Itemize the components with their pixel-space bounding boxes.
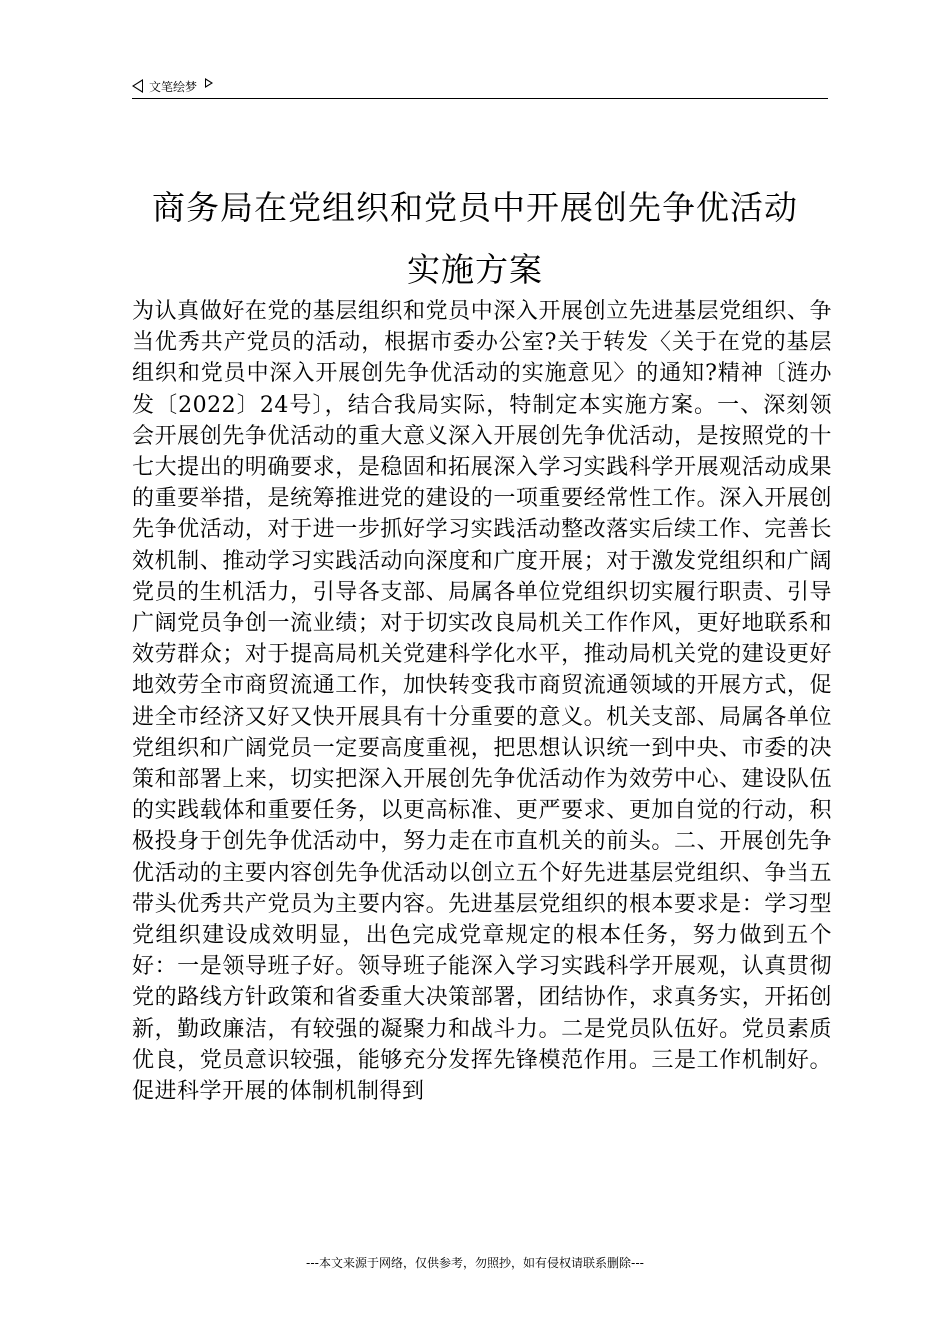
document-title-line2: 实施方案 <box>407 250 543 289</box>
document-title-line1: 商务局在党组织和党员中开展创先争优活动 <box>152 188 798 227</box>
header-divider <box>132 98 828 99</box>
document-body: 为认真做好在党的基层组织和党员中深入开展创立先进基层党组织、争当优秀共产党员的活动，根据市委办公室?关于转发〈关于在党的基层组织和党员中深入开展创先争优活动的实施意见〉的通知?精神〔涟办发〔2022〕24号〕，结合我局实际，特制定本实施方案。一、深刻领会开展创先争优活动的重大意义深入开展创先争优活动，是按照党的十七大提出的明确要求，是稳固和拓展深入学习实践科学开展观活动成果的重要举措，是统筹推进党的建设的一项重要经常性工作。深入开展创先争优活动，对于进一步抓好学习实践活动整改落实后续工作、完善长效机制、推动学习实践活动向深度和广度开展；对于激发党组织和广阔党员的生机活力，引导各支部、局属各单位党组织切实履行职责、引导广阔党员争创一流业绩；对于切实改良局机关工作作风，更好地联系和效劳群众；对于提高局机关党建科学化水平，推动局机关党的建设更好地效劳全市商贸流通工作，加快转变我市商贸流通领域的开展方式，促进全市经济又好又快开展具有十分重要的意义。机关支部、局属各单位党组织和广阔党员一定要高度重视，把思想认识统一到中央、市委的决策和部署上来，切实把深入开展创先争优活动作为效劳中心、建设队伍的实践载体和重要任务，以更高标准、更严要求、更加自觉的行动，积极投身于创先争优活动中，努力走在市直机关的前头。二、开展创先争优活动的主要内容创先争优活动以创立五个好先进基层党组织、争当五带头优秀共产党员为主要内容。先进基层党组织的根本要求是：学习型党组织建设成效明显，出色完成党章规定的根本任务，努力做到五个好：一是领导班子好。领导班子能深入学习实践科学开展观，认真贯彻党的路线方针政策和省委重大决策部署，团结协作，求真务实，开拓创新，勤政廉洁，有较强的凝聚力和战斗力。二是党员队伍好。党员素质优良，党员意识较强，能够充分发挥先锋模范作用。三是工作机制好。促进科学开展的体制机制得到 <box>132 299 832 1105</box>
footer-disclaimer: ---本文来源于网络，仅供参考，勿照抄，如有侵权请联系删除--- <box>306 1256 644 1270</box>
page-header <box>132 74 828 98</box>
triangle-right-icon <box>205 78 213 88</box>
triangle-left-icon <box>132 79 143 93</box>
header-brand: 文笔绘梦 <box>149 79 198 94</box>
